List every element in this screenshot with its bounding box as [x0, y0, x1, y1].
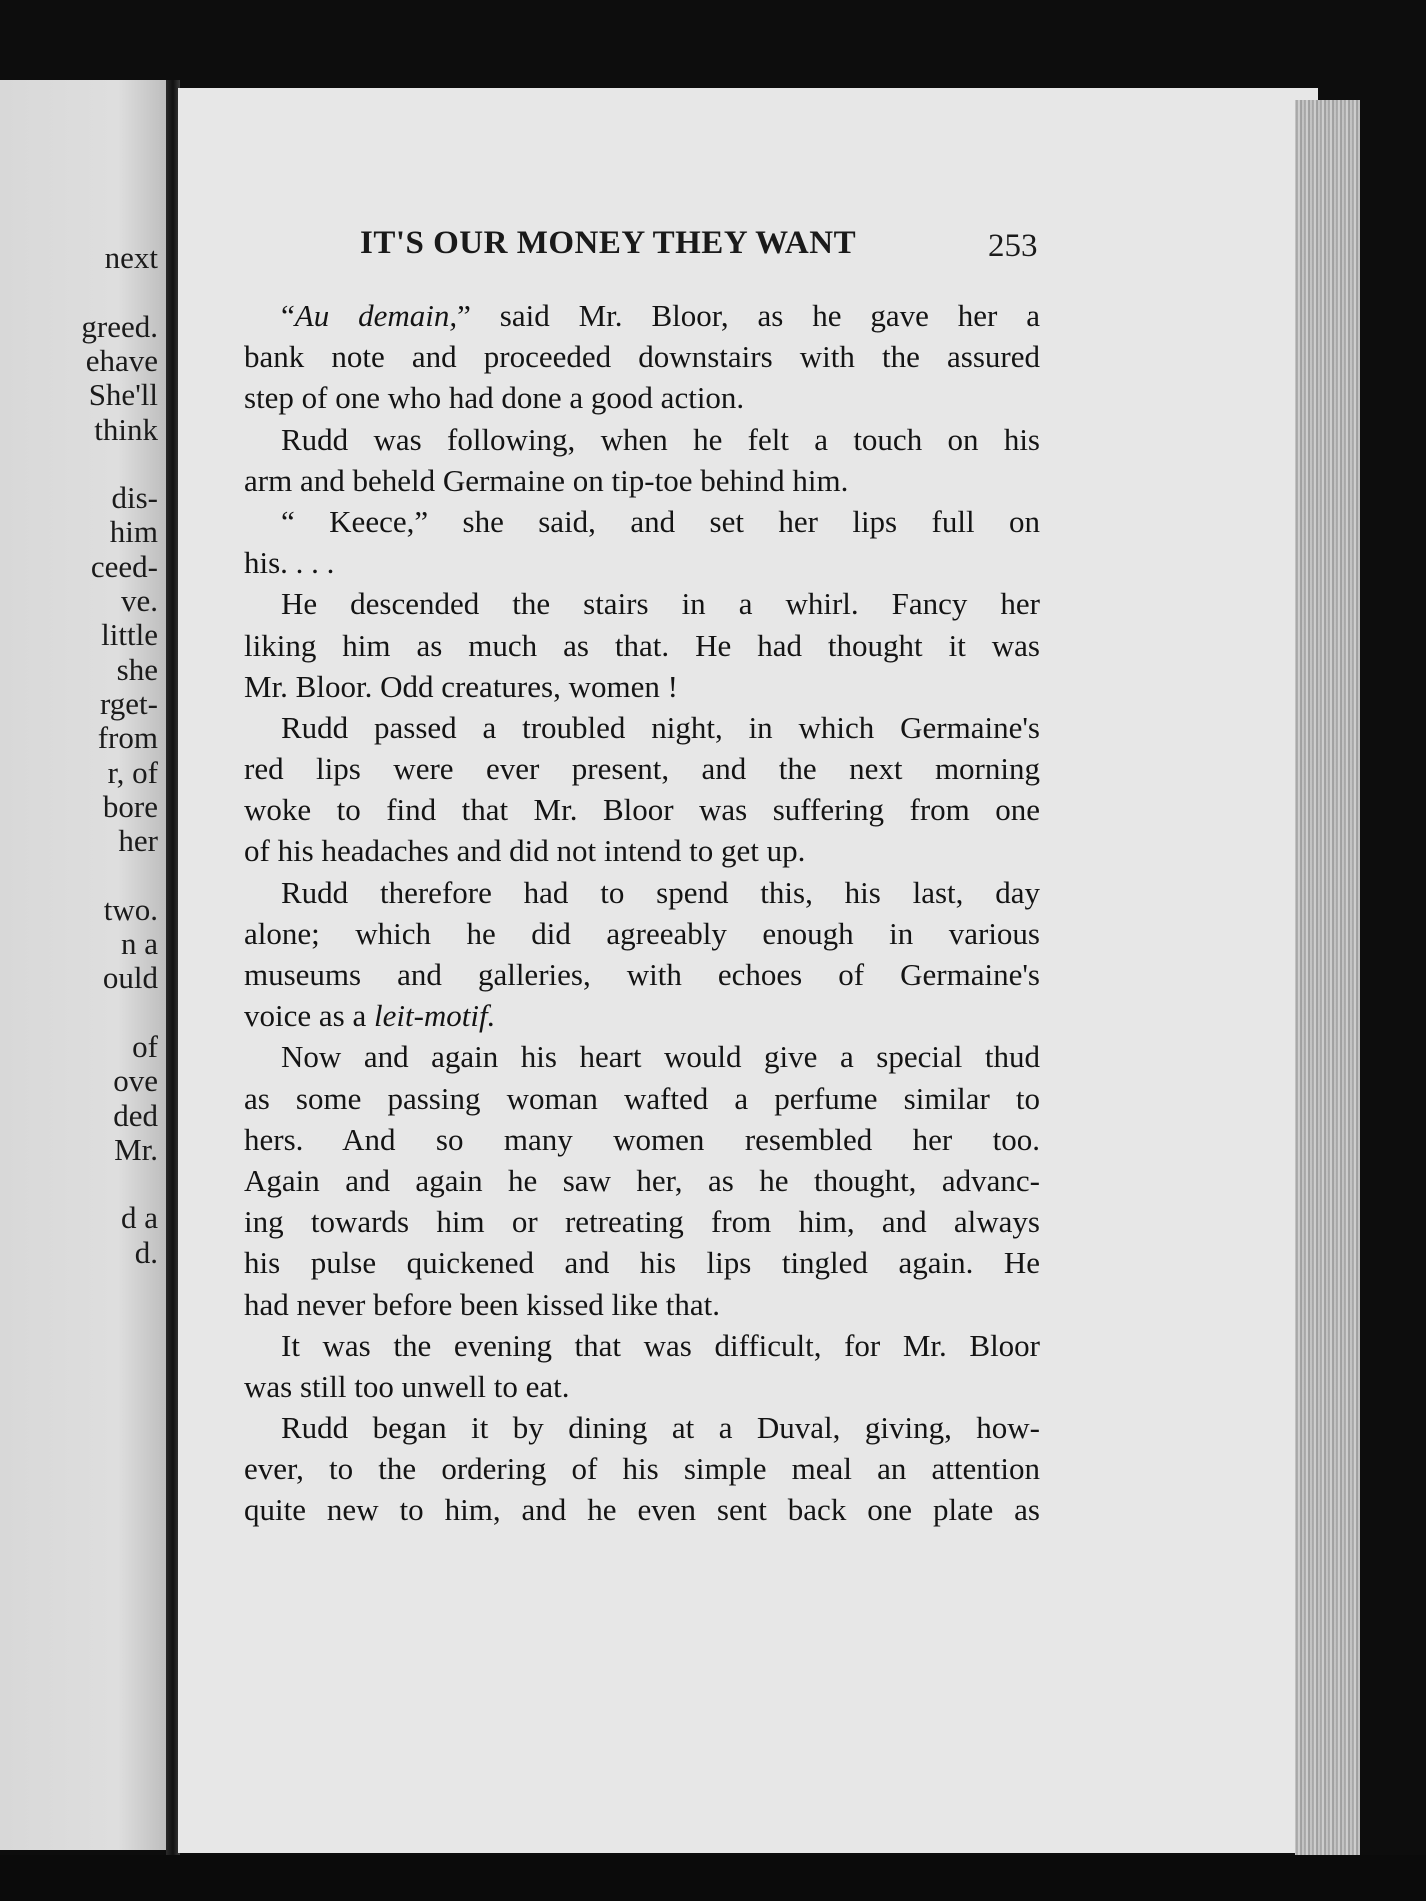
previous-page-line: of	[132, 1028, 158, 1064]
text-line: museums and galleries, with echoes of Germaine's	[244, 957, 1040, 992]
text-line: Rudd therefore had to spend this, his last, day	[281, 874, 1040, 910]
text-line: his pulse quickened and his lips tingled again. He	[244, 1245, 1040, 1281]
text-line: It was the evening that was difficult, for Mr. Bloor	[281, 1327, 1040, 1363]
text-line: alone; which he did agreeably enough in various	[244, 915, 1040, 951]
previous-page-line: ove	[113, 1063, 158, 1099]
previous-page-line: ded	[113, 1097, 158, 1133]
text-line: liking him as much as that. He had thought it was	[244, 627, 1040, 663]
text-line: woke to find that Mr. Bloor was suffering from one	[244, 792, 1040, 828]
previous-page-line: her	[118, 823, 158, 859]
text-line: Again and again he saw her, as he thought, advanc-	[244, 1162, 1040, 1198]
previous-page-line: d a	[120, 1200, 158, 1236]
text-line	[244, 995, 1040, 1036]
running-head: IT'S OUR MONEY THEY WANT	[360, 225, 857, 261]
text-line: arm and beheld Germaine on tip-toe behind him.	[244, 462, 849, 498]
text-line: Now and again his heart would give a special thud	[281, 1039, 1040, 1075]
previous-page-line: bore	[102, 788, 158, 824]
previous-page-line: from	[97, 720, 158, 756]
text-line: Rudd was following, when he felt a touch on his	[281, 421, 1040, 457]
text-line: as some passing woman wafted a perfume similar to	[244, 1080, 1040, 1116]
text-line: had never before been kissed like that.	[244, 1286, 721, 1322]
text-run: ” said Mr. Bloor, as he gave her a	[457, 298, 1041, 333]
scan-background	[0, 1855, 1426, 1901]
previous-page-line: two.	[103, 891, 158, 927]
text-line: Rudd began it by dining at a Duval, giving, how-	[281, 1410, 1040, 1446]
previous-page-line: little	[101, 617, 158, 653]
italic-text-run: Au demain,	[294, 298, 458, 333]
text-line: step of one who had done a good action.	[244, 380, 745, 416]
previous-page-line: n a	[120, 926, 158, 961]
previous-page-line: rget-	[100, 685, 158, 721]
text-line: quite new to him, and he even sent back one plate as	[244, 1492, 1040, 1528]
text-line: Rudd passed a troubled night, in which Germaine's	[281, 709, 1040, 745]
text-line: “ Keece,” she said, and set her lips full on	[281, 503, 1040, 539]
text-line	[244, 295, 1040, 336]
previous-page-line: ehave	[85, 342, 158, 378]
text-line: hers. And so many women resembled her too.	[244, 1121, 1040, 1157]
text-line: bank note and proceeded downstairs with the assured	[244, 339, 1040, 375]
previous-page-line: r, of	[107, 754, 158, 790]
text-line: was still too unwell to eat.	[244, 1368, 570, 1404]
previous-page-line: d.	[134, 1234, 158, 1270]
previous-page-text	[0, 80, 168, 1850]
page-edges	[1295, 100, 1360, 1870]
page-number: 253	[988, 228, 1038, 264]
text-line: ever, to the ordering of his simple meal an attention	[244, 1451, 1040, 1487]
previous-page-line: greed.	[81, 308, 158, 344]
previous-page-line: ould	[102, 960, 158, 996]
previous-page-line: think	[94, 411, 158, 447]
text-line: red lips were ever present, and the next morning	[244, 751, 1040, 787]
previous-page-line: she	[116, 651, 158, 687]
text-line: of his headaches and did not intend to get up.	[244, 833, 806, 869]
previous-page-line: ve.	[120, 583, 158, 618]
previous-page-line: ceed-	[90, 548, 158, 584]
text-line: ing towards him or retreating from him, and always	[244, 1204, 1040, 1240]
previous-page-line: him	[109, 514, 158, 550]
text-line: Mr. Bloor. Odd creatures, women !	[244, 668, 678, 704]
previous-page-line: Mr.	[114, 1131, 158, 1167]
text-run: “	[281, 298, 295, 333]
text-run: voice as a	[244, 998, 374, 1034]
text-line: his. . . .	[244, 545, 335, 581]
text-line: He descended the stairs in a whirl. Fancy her	[281, 586, 1040, 622]
previous-page-line: She'll	[88, 377, 158, 413]
page-body-text	[244, 295, 1040, 1531]
previous-page-line: dis-	[111, 480, 158, 516]
previous-page-fragment	[0, 80, 168, 1850]
previous-page-line: next	[104, 240, 158, 275]
italic-text-run: leit-motif.	[373, 998, 496, 1034]
